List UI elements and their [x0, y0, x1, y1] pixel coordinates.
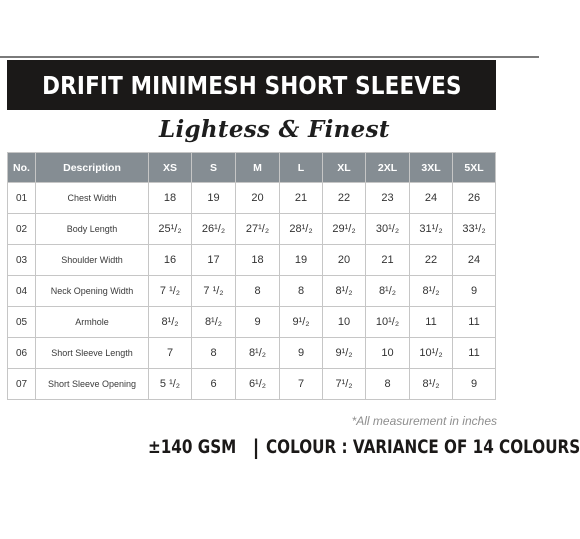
size-value: 17	[192, 245, 236, 276]
size-value: 8¹/₂	[149, 307, 192, 338]
size-value: 11	[453, 307, 496, 338]
size-value: 8¹/₂	[410, 276, 453, 307]
size-value: 26	[453, 183, 496, 214]
size-value: 5 ¹/₂	[149, 369, 192, 400]
size-value: 7 ¹/₂	[149, 276, 192, 307]
title-banner	[7, 60, 496, 110]
size-value: 21	[280, 183, 323, 214]
column-header: Description	[36, 153, 149, 183]
size-value: 8	[280, 276, 323, 307]
table-row	[8, 338, 496, 369]
size-value: 9¹/₂	[323, 338, 366, 369]
size-value: 7¹/₂	[323, 369, 366, 400]
size-value: 18	[236, 245, 280, 276]
size-value: 8¹/₂	[366, 276, 410, 307]
size-value: 10	[323, 307, 366, 338]
column-header: 2XL	[366, 153, 410, 183]
size-value: 9	[453, 369, 496, 400]
size-value: 20	[323, 245, 366, 276]
row-description: Armhole	[36, 307, 149, 338]
size-value: 29¹/₂	[323, 214, 366, 245]
column-header: No.	[8, 153, 36, 183]
column-header: S	[192, 153, 236, 183]
size-value: 25¹/₂	[149, 214, 192, 245]
size-value: 31¹/₂	[410, 214, 453, 245]
size-value: 16	[149, 245, 192, 276]
size-value: 22	[323, 183, 366, 214]
page-title: DRIFIT MINIMESH SHORT SLEEVES	[41, 70, 462, 100]
size-value: 11	[453, 338, 496, 369]
size-value: 18	[149, 183, 192, 214]
size-value: 22	[410, 245, 453, 276]
column-header: XL	[323, 153, 366, 183]
table-row	[8, 183, 496, 214]
top-divider	[0, 56, 539, 58]
size-value: 6	[192, 369, 236, 400]
size-value: 9¹/₂	[280, 307, 323, 338]
size-value: 24	[410, 183, 453, 214]
size-value: 27¹/₂	[236, 214, 280, 245]
size-value: 8¹/₂	[236, 338, 280, 369]
colour-label: COLOUR : VARIANCE OF 14 COLOURS	[265, 436, 580, 458]
row-description: Chest Width	[36, 183, 149, 214]
size-value: 33¹/₂	[453, 214, 496, 245]
size-value: 23	[366, 183, 410, 214]
size-value: 24	[453, 245, 496, 276]
row-description: Short Sleeve Opening	[36, 369, 149, 400]
row-number: 06	[8, 338, 36, 369]
table-header	[8, 153, 496, 183]
size-value: 9	[280, 338, 323, 369]
separator: |	[252, 435, 260, 459]
size-value: 11	[410, 307, 453, 338]
footer-spec	[148, 432, 580, 462]
row-number: 04	[8, 276, 36, 307]
size-value: 30¹/₂	[366, 214, 410, 245]
column-header: M	[236, 153, 280, 183]
size-value: 26¹/₂	[192, 214, 236, 245]
row-number: 05	[8, 307, 36, 338]
size-value: 10¹/₂	[410, 338, 453, 369]
row-number: 01	[8, 183, 36, 214]
size-value: 21	[366, 245, 410, 276]
column-header: XS	[149, 153, 192, 183]
table-body	[8, 183, 496, 400]
table-row	[8, 245, 496, 276]
row-number: 03	[8, 245, 36, 276]
size-value: 8	[236, 276, 280, 307]
tagline: Lightess & Finest	[159, 116, 390, 143]
column-header: 5XL	[453, 153, 496, 183]
size-value: 7	[149, 338, 192, 369]
size-value: 8	[366, 369, 410, 400]
size-value: 8¹/₂	[192, 307, 236, 338]
table-row	[8, 369, 496, 400]
header-row	[8, 153, 496, 183]
row-description: Shoulder Width	[36, 245, 149, 276]
size-value: 28¹/₂	[280, 214, 323, 245]
table-row	[8, 276, 496, 307]
size-value: 7	[280, 369, 323, 400]
size-value: 6¹/₂	[236, 369, 280, 400]
size-value: 7 ¹/₂	[192, 276, 236, 307]
size-value: 8¹/₂	[323, 276, 366, 307]
measurement-note: *All measurement in inches	[351, 414, 497, 428]
gsm-label: ±140 GSM	[148, 436, 237, 458]
column-header: L	[280, 153, 323, 183]
column-header: 3XL	[410, 153, 453, 183]
size-value: 8	[192, 338, 236, 369]
size-value: 9	[236, 307, 280, 338]
row-description: Short Sleeve Length	[36, 338, 149, 369]
size-value: 10	[366, 338, 410, 369]
size-value: 20	[236, 183, 280, 214]
row-number: 02	[8, 214, 36, 245]
size-value: 19	[192, 183, 236, 214]
size-value: 8¹/₂	[410, 369, 453, 400]
size-value: 10¹/₂	[366, 307, 410, 338]
row-description: Body Length	[36, 214, 149, 245]
size-value: 19	[280, 245, 323, 276]
table-row	[8, 307, 496, 338]
size-value: 9	[453, 276, 496, 307]
row-description: Neck Opening Width	[36, 276, 149, 307]
size-chart-table	[7, 152, 496, 400]
table-row	[8, 214, 496, 245]
row-number: 07	[8, 369, 36, 400]
